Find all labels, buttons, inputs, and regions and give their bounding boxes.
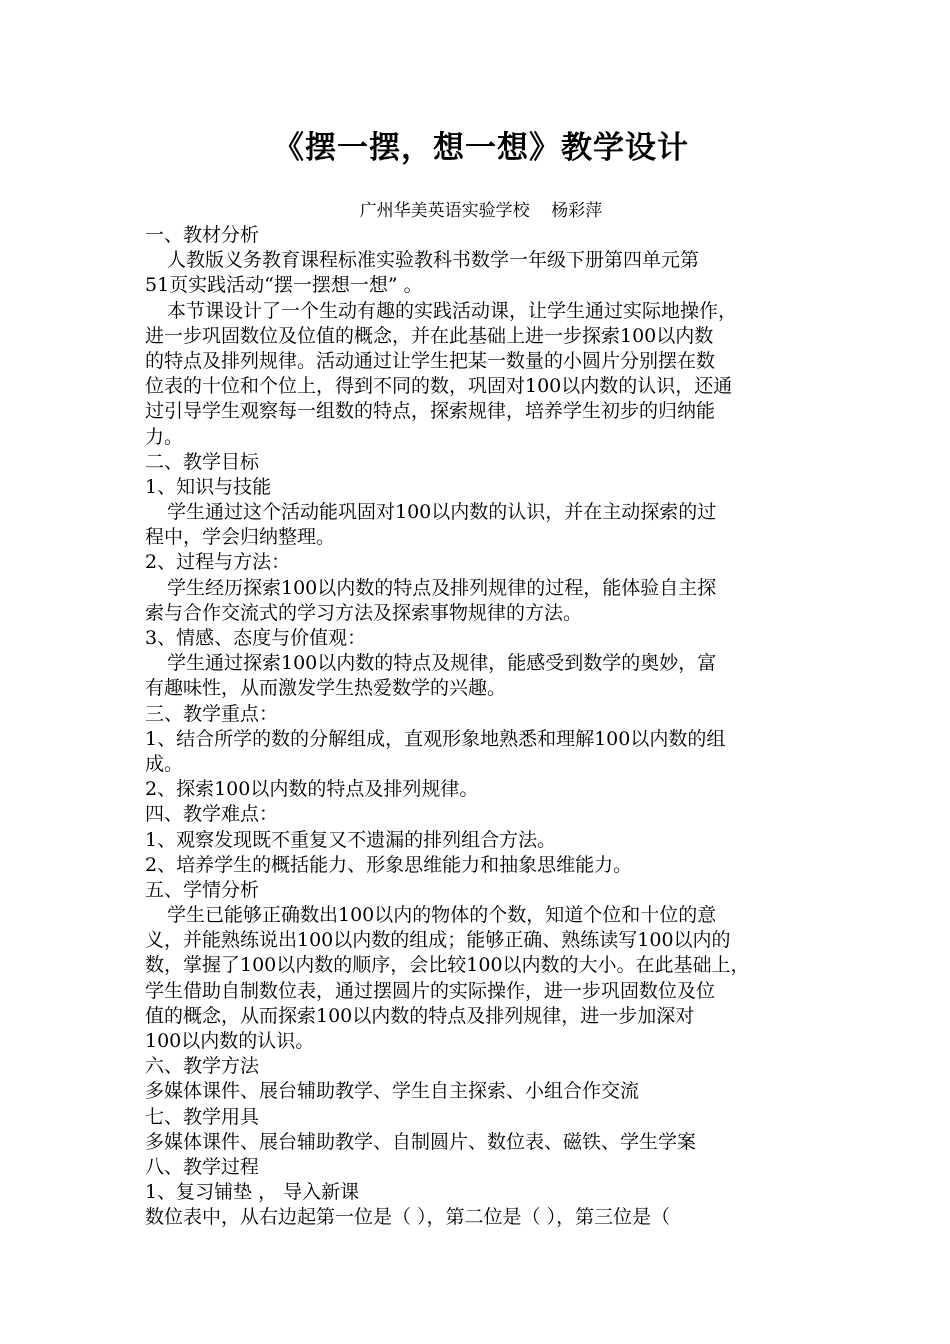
text-line: 义，并能熟练说出100以内数的组成；能够正确、熟练读写100以内的 (145, 929, 731, 952)
text-line: 进一步巩固数位及位值的概念，并在此基础上进一步探索100以内数 (145, 324, 714, 347)
text-line: 八、教学过程 (145, 1155, 260, 1178)
text-line: 的特点及排列规律。活动通过让学生把某一数量的小圆片分别摆在数 (145, 349, 716, 372)
text-line: 100以内数的认识。 (145, 1030, 315, 1052)
text-line: 3、情感、态度与价值观： (145, 627, 367, 649)
text-line: 51页实践活动“摆一摆想一想” 。 (145, 274, 423, 297)
document-title: 《摆一摆，想一想》教学设计 (273, 130, 689, 166)
text-line: 数位表中，从右边起第一位是（ ），第二位是（ ），第三位是（ (145, 1206, 671, 1229)
text-line: 位表的十位和个位上，得到不同的数，巩固对100以内数的认识，还通 (145, 375, 733, 398)
text-line: 三、教学重点： (145, 702, 279, 725)
text-line: 学生已能够正确数出100以内的物体的个数，知道个位和十位的意 (167, 904, 717, 927)
text-line: 力。 (145, 425, 184, 448)
text-line: 2、培养学生的概括能力、形象思维能力和抽象思维能力。 (145, 853, 633, 876)
text-line: 五、学情分析 (145, 878, 260, 901)
text-line: 六、教学方法 (145, 1055, 260, 1078)
text-line: 程中，学会归纳整理。 (145, 526, 336, 549)
document-body (145, 223, 817, 1231)
text-line: 有趣味性，从而激发学生热爱数学的兴趣。 (145, 677, 507, 700)
text-line: 成。 (145, 752, 184, 775)
text-line: 2、探索100以内数的特点及排列规律。 (145, 778, 479, 801)
text-line: 1、知识与技能 (145, 475, 272, 498)
text-line: 本节课设计了一个生动有趣的实践活动课，让学生通过实际地操作， (167, 299, 738, 322)
text-line: 多媒体课件、展台辅助教学、自制圆片、数位表、磁铁、学生学案 (145, 1130, 697, 1153)
text-line: 四、教学难点： (145, 803, 279, 826)
text-line: 学生通过探索100以内数的特点及规律，能感受到数学的奥妙，富 (167, 652, 717, 675)
text-line: 2、过程与方法： (145, 551, 291, 574)
text-line: 学生通过这个活动能巩固对100以内数的认识，并在主动探索的过 (167, 501, 717, 524)
text-line: 人教版义务教育课程标准实验教科书数学一年级下册第四单元第 (167, 249, 700, 272)
text-line: 多媒体课件、展台辅助教学、学生自主探索、小组合作交流 (145, 1080, 640, 1103)
text-line: 二、教学目标 (145, 450, 260, 473)
text-line: 过引导学生观察每一组数的特点，探索规律，培养学生初步的归纳能 (145, 400, 716, 423)
text-line: 七、教学用具 (145, 1105, 260, 1128)
text-line: 学生经历探索100以内数的特点及排列规律的过程，能体验自主探 (167, 576, 717, 599)
text-line: 1、复习铺垫 ， 导入新课 (145, 1181, 360, 1204)
text-line: 学生借助自制数位表，通过摆圆片的实际操作，进一步巩固数位及位 (145, 979, 716, 1002)
text-line: 值的概念，从而探索100以内数的特点及排列规律，进一步加深对 (145, 1004, 695, 1027)
text-line: 数，掌握了100以内数的顺序，会比较100以内数的大小。在此基础上， (145, 954, 750, 977)
text-line: 1、观察发现既不重复又不遗漏的排列组合方法。 (145, 828, 557, 851)
text-line: 1、结合所学的数的分解组成，直观形象地熟悉和理解100以内数的组 (145, 727, 726, 750)
author-byline: 广州华美英语实验学校 杨彩萍 (359, 201, 603, 221)
text-line: 一、教材分析 (145, 224, 260, 246)
text-line: 索与合作交流式的学习方法及探索事物规律的方法。 (145, 601, 583, 624)
